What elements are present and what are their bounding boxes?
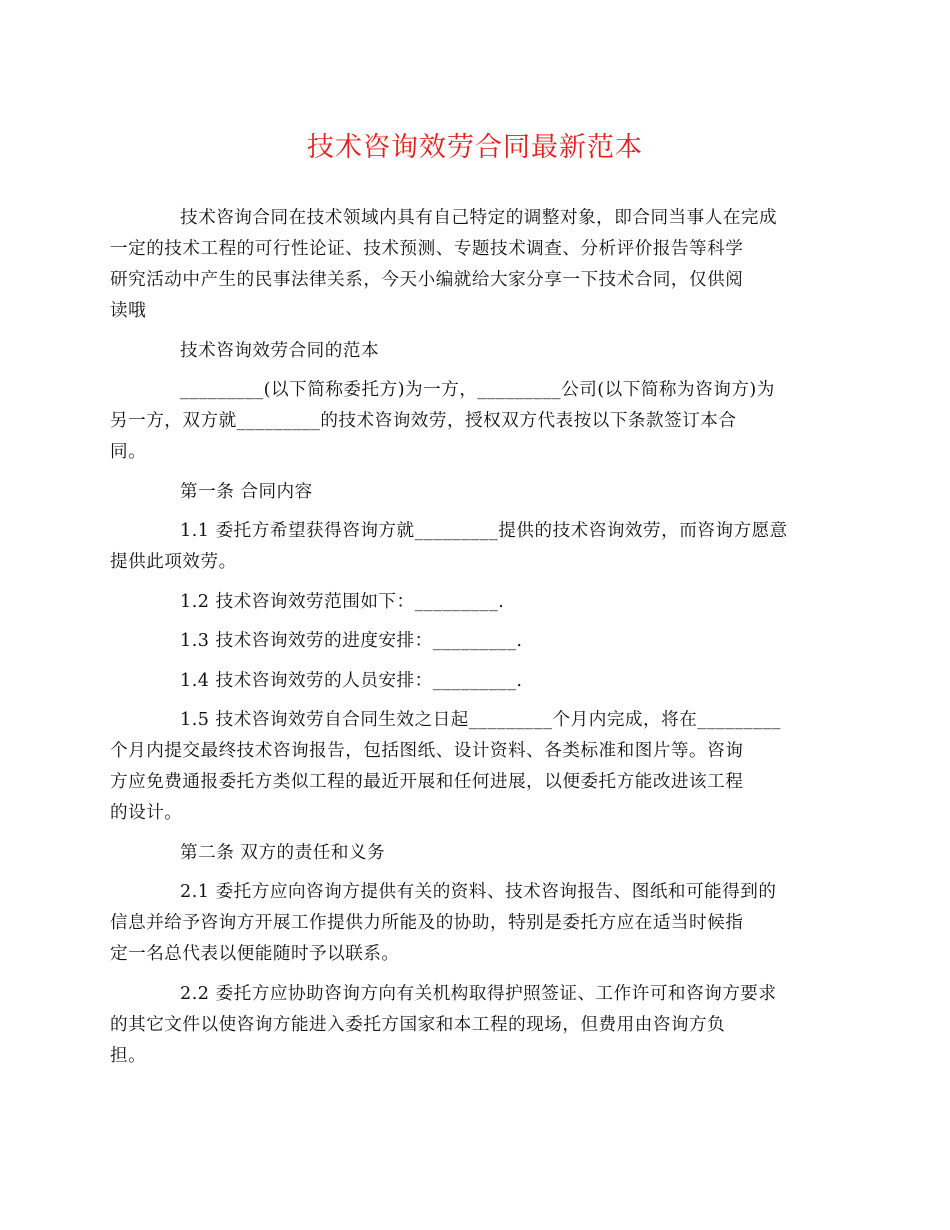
text-line: 1.5 技术咨询效劳自合同生效之日起_________个月内完成，将在_________ xyxy=(180,710,781,730)
text-line: 另一方，双方就_________的技术咨询效劳，授权双方代表按以下条款签订本合 xyxy=(110,411,737,431)
text-line: 第一条 合同内容 xyxy=(180,481,313,502)
text-line: 的设计。 xyxy=(110,803,183,823)
text-line: 的其它文件以使咨询方能进入委托方国家和本工程的现场，但费用由咨询方负 xyxy=(110,1014,726,1035)
text-line: 技术咨询合同在技术领域内具有自己特定的调整对象，即合同当事人在完成 xyxy=(180,208,778,228)
document-body xyxy=(110,203,805,1080)
text-line: 定一名总代表以便能随时予以联系。 xyxy=(110,944,400,964)
text-line: 方应免费通报委托方类似工程的最近开展和任何进展，以便委托方能改进该工程 xyxy=(110,772,744,792)
text-line: 第二条 双方的责任和义务 xyxy=(180,842,386,863)
clause-2-2 xyxy=(110,979,805,1072)
text-line: 个月内提交最终技术咨询报告，包括图纸、设计资料、各类标准和图片等。咨询 xyxy=(110,741,744,761)
text-line: 2.1 委托方应向咨询方提供有关的资料、技术咨询报告、图纸和可能得到的 xyxy=(180,882,777,902)
text-line: 1.2 技术咨询效劳范围如下：_________. xyxy=(180,591,505,612)
clause-1-4 xyxy=(145,666,805,697)
text-line: 提供此项效劳。 xyxy=(110,552,237,572)
text-line: 1.1 委托方希望获得咨询方就_________提供的技术咨询效劳，而咨询方愿意 xyxy=(180,521,788,541)
clause-2-1 xyxy=(110,877,805,970)
clause-1-5 xyxy=(110,705,805,829)
text-line: _________(以下简称委托方)为一方，_________公司(以下简称为咨询方)为 xyxy=(180,380,775,400)
clause-1-2 xyxy=(145,587,805,618)
article-2-heading xyxy=(145,838,805,869)
clause-1-3 xyxy=(145,626,805,657)
text-line: 研究活动中产生的民事法律关系，今天小编就给大家分享一下技术合同，仅供阅 xyxy=(110,270,744,290)
text-line: 担。 xyxy=(110,1045,147,1066)
paragraph-parties xyxy=(110,375,805,468)
document-title: 技术咨询效劳合同最新范本 xyxy=(307,132,643,163)
article-1-heading xyxy=(145,477,805,508)
text-line: 信息并给予咨询方开展工作提供力所能及的协助，特别是委托方应在适当时候指 xyxy=(110,913,744,933)
text-line: 1.4 技术咨询效劳的人员安排：_________. xyxy=(180,670,523,691)
paragraph-intro xyxy=(110,203,805,327)
paragraph-template-heading xyxy=(145,336,805,367)
text-line: 2.2 委托方应协助咨询方向有关机构取得护照签证、工作许可和咨询方要求 xyxy=(180,983,777,1004)
text-line: 读哦 xyxy=(110,301,147,321)
text-line: 一定的技术工程的可行性论证、技术预测、专题技术调查、分析评价报告等科学 xyxy=(110,239,744,259)
clause-1-1 xyxy=(110,516,805,578)
text-line: 技术咨询效劳合同的范本 xyxy=(180,340,380,361)
text-line: 1.3 技术咨询效劳的进度安排：_________. xyxy=(180,631,523,651)
text-line: 同。 xyxy=(110,442,147,462)
